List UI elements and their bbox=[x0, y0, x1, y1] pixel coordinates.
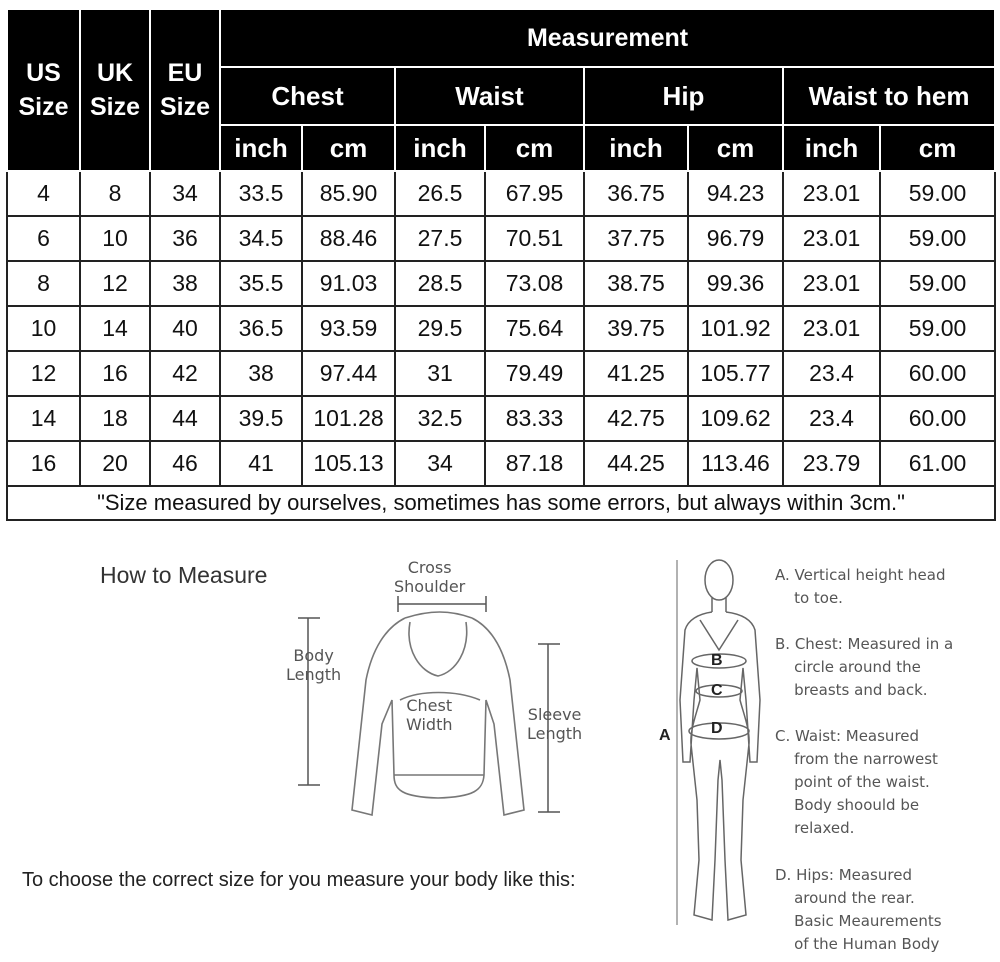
table-cell: 14 bbox=[7, 396, 80, 441]
table-cell: 59.00 bbox=[880, 216, 995, 261]
table-cell: 29.5 bbox=[395, 306, 485, 351]
legend-waist: C. Waist: Measured from the narrowest point of the waist. Body shoould be relaxed. bbox=[775, 727, 938, 837]
table-cell: 113.46 bbox=[688, 441, 783, 486]
table-cell: 93.59 bbox=[302, 306, 395, 351]
table-cell: 37.75 bbox=[584, 216, 688, 261]
unit-header: cm bbox=[688, 125, 783, 171]
table-cell: 16 bbox=[80, 351, 150, 396]
table-cell: 109.62 bbox=[688, 396, 783, 441]
unit-header: inch bbox=[584, 125, 688, 171]
table-cell: 10 bbox=[80, 216, 150, 261]
table-cell: 4 bbox=[7, 171, 80, 216]
body-letter-b: B bbox=[711, 652, 723, 669]
unit-header: cm bbox=[302, 125, 395, 171]
table-cell: 44.25 bbox=[584, 441, 688, 486]
table-cell: 75.64 bbox=[485, 306, 584, 351]
table-cell: 16 bbox=[7, 441, 80, 486]
how-to-measure-title: How to Measure bbox=[100, 562, 268, 588]
legend-hips: D. Hips: Measured around the rear. Basic Meaurements of the Human Body bbox=[775, 866, 942, 953]
table-cell: 70.51 bbox=[485, 216, 584, 261]
table-cell: 105.77 bbox=[688, 351, 783, 396]
table-cell: 59.00 bbox=[880, 261, 995, 306]
chest-width-label: Chest Width bbox=[406, 696, 453, 734]
table-cell: 23.01 bbox=[783, 261, 880, 306]
table-cell: 34 bbox=[395, 441, 485, 486]
table-cell: 27.5 bbox=[395, 216, 485, 261]
table-cell: 8 bbox=[80, 171, 150, 216]
unit-header: cm bbox=[880, 125, 995, 171]
table-cell: 12 bbox=[80, 261, 150, 306]
table-cell: 46 bbox=[150, 441, 220, 486]
table-cell: 42.75 bbox=[584, 396, 688, 441]
table-cell: 61.00 bbox=[880, 441, 995, 486]
table-cell: 67.95 bbox=[485, 171, 584, 216]
table-cell: 32.5 bbox=[395, 396, 485, 441]
table-cell: 12 bbox=[7, 351, 80, 396]
table-cell: 23.79 bbox=[783, 441, 880, 486]
table-cell: 38.75 bbox=[584, 261, 688, 306]
table-cell: 59.00 bbox=[880, 171, 995, 216]
table-cell: 105.13 bbox=[302, 441, 395, 486]
body-letter-d: D bbox=[711, 720, 723, 737]
table-cell: 36.75 bbox=[584, 171, 688, 216]
table-cell: 33.5 bbox=[220, 171, 302, 216]
table-cell: 23.01 bbox=[783, 171, 880, 216]
table-cell: 35.5 bbox=[220, 261, 302, 306]
unit-header: cm bbox=[485, 125, 584, 171]
legend-height: A. Vertical height head to toe. bbox=[775, 566, 946, 607]
uk-size-header: UK Size bbox=[80, 9, 150, 171]
table-cell: 34.5 bbox=[220, 216, 302, 261]
table-cell: 39.5 bbox=[220, 396, 302, 441]
table-cell: 94.23 bbox=[688, 171, 783, 216]
table-cell: 18 bbox=[80, 396, 150, 441]
table-cell: 60.00 bbox=[880, 351, 995, 396]
table-cell: 36 bbox=[150, 216, 220, 261]
eu-size-header: EU Size bbox=[150, 9, 220, 171]
table-cell: 38 bbox=[220, 351, 302, 396]
table-cell: 41 bbox=[220, 441, 302, 486]
table-cell: 14 bbox=[80, 306, 150, 351]
table-cell: 23.4 bbox=[783, 351, 880, 396]
table-cell: 60.00 bbox=[880, 396, 995, 441]
table-cell: 23.01 bbox=[783, 216, 880, 261]
table-cell: 23.4 bbox=[783, 396, 880, 441]
table-cell: 101.92 bbox=[688, 306, 783, 351]
table-cell: 39.75 bbox=[584, 306, 688, 351]
unit-header: inch bbox=[220, 125, 302, 171]
table-cell: 42 bbox=[150, 351, 220, 396]
table-cell: 36.5 bbox=[220, 306, 302, 351]
table-cell: 88.46 bbox=[302, 216, 395, 261]
legend-chest: B. Chest: Measured in a circle around the breasts and back. bbox=[775, 635, 954, 699]
table-cell: 101.28 bbox=[302, 396, 395, 441]
table-cell: 40 bbox=[150, 306, 220, 351]
chest-header: Chest bbox=[220, 67, 395, 125]
measurement-note: "Size measured by ourselves, sometimes has some errors, but always within 3cm." bbox=[7, 486, 995, 520]
table-cell: 99.36 bbox=[688, 261, 783, 306]
unit-header: inch bbox=[395, 125, 485, 171]
choose-size-instruction: To choose the correct size for you measure your body like this: bbox=[22, 869, 576, 891]
table-cell: 38 bbox=[150, 261, 220, 306]
table-cell: 23.01 bbox=[783, 306, 880, 351]
cross-shoulder-label: Cross Shoulder bbox=[394, 558, 466, 596]
unit-header: inch bbox=[783, 125, 880, 171]
measurement-header: Measurement bbox=[220, 9, 995, 67]
table-cell: 87.18 bbox=[485, 441, 584, 486]
table-cell: 91.03 bbox=[302, 261, 395, 306]
table-cell: 44 bbox=[150, 396, 220, 441]
hip-header: Hip bbox=[584, 67, 783, 125]
body-letter-a: A bbox=[659, 727, 671, 744]
table-cell: 6 bbox=[7, 216, 80, 261]
table-cell: 8 bbox=[7, 261, 80, 306]
table-cell: 34 bbox=[150, 171, 220, 216]
table-cell: 83.33 bbox=[485, 396, 584, 441]
table-cell: 59.00 bbox=[880, 306, 995, 351]
table-cell: 26.5 bbox=[395, 171, 485, 216]
table-cell: 10 bbox=[7, 306, 80, 351]
table-cell: 28.5 bbox=[395, 261, 485, 306]
us-size-header: US Size bbox=[7, 9, 80, 171]
table-cell: 20 bbox=[80, 441, 150, 486]
waist-header: Waist bbox=[395, 67, 584, 125]
table-cell: 85.90 bbox=[302, 171, 395, 216]
table-cell: 97.44 bbox=[302, 351, 395, 396]
sleeve-length-label: Sleeve Length bbox=[527, 705, 583, 743]
body-length-label: Body Length bbox=[286, 646, 342, 684]
body-letter-c: C bbox=[711, 682, 723, 699]
table-cell: 41.25 bbox=[584, 351, 688, 396]
table-cell: 79.49 bbox=[485, 351, 584, 396]
table-cell: 31 bbox=[395, 351, 485, 396]
table-cell: 73.08 bbox=[485, 261, 584, 306]
table-cell: 96.79 bbox=[688, 216, 783, 261]
waist-to-hem-header: Waist to hem bbox=[783, 67, 995, 125]
